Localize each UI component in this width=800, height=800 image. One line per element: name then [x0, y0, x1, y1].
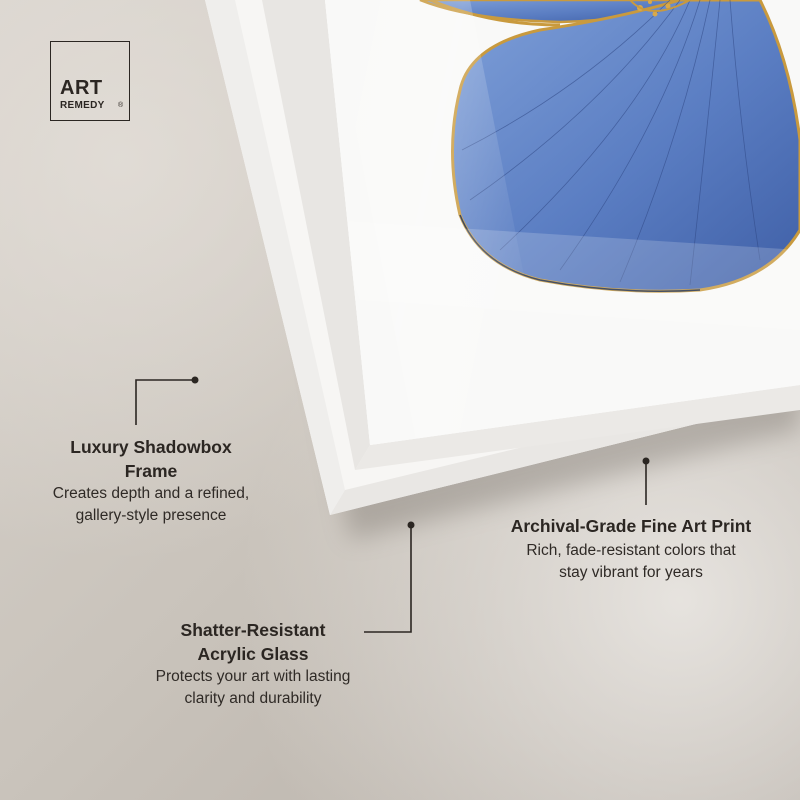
feature-title: Luxury Shadowbox — [70, 437, 232, 457]
flower-print — [300, 0, 800, 460]
feature-description: Protects your art with lasting — [155, 668, 351, 685]
feature-fine-art-print — [470, 514, 792, 584]
feature-description: Rich, fade-resistant colors that — [526, 542, 736, 559]
brand-logo — [50, 41, 130, 121]
feature-shadowbox-frame — [10, 435, 292, 527]
feature-description: gallery-style presence — [75, 507, 227, 524]
brand-name-line2: REMEDY — [60, 100, 105, 111]
brand-name-line1: ART — [60, 77, 103, 99]
feature-title: Frame — [124, 461, 178, 481]
feature-title: Archival-Grade Fine Art Print — [510, 516, 752, 536]
feature-title: Acrylic Glass — [197, 644, 309, 664]
feature-description: Creates depth and a refined, — [52, 485, 250, 502]
feature-acrylic-glass — [100, 618, 406, 710]
feature-description: clarity and durability — [184, 690, 322, 707]
registered-mark: ® — [118, 102, 124, 109]
callout-dot-frame — [192, 377, 199, 384]
callout-dot-glass — [408, 522, 415, 529]
callout-dot-print — [643, 458, 650, 465]
feature-description: stay vibrant for years — [559, 564, 703, 581]
feature-title: Shatter-Resistant — [180, 620, 326, 640]
